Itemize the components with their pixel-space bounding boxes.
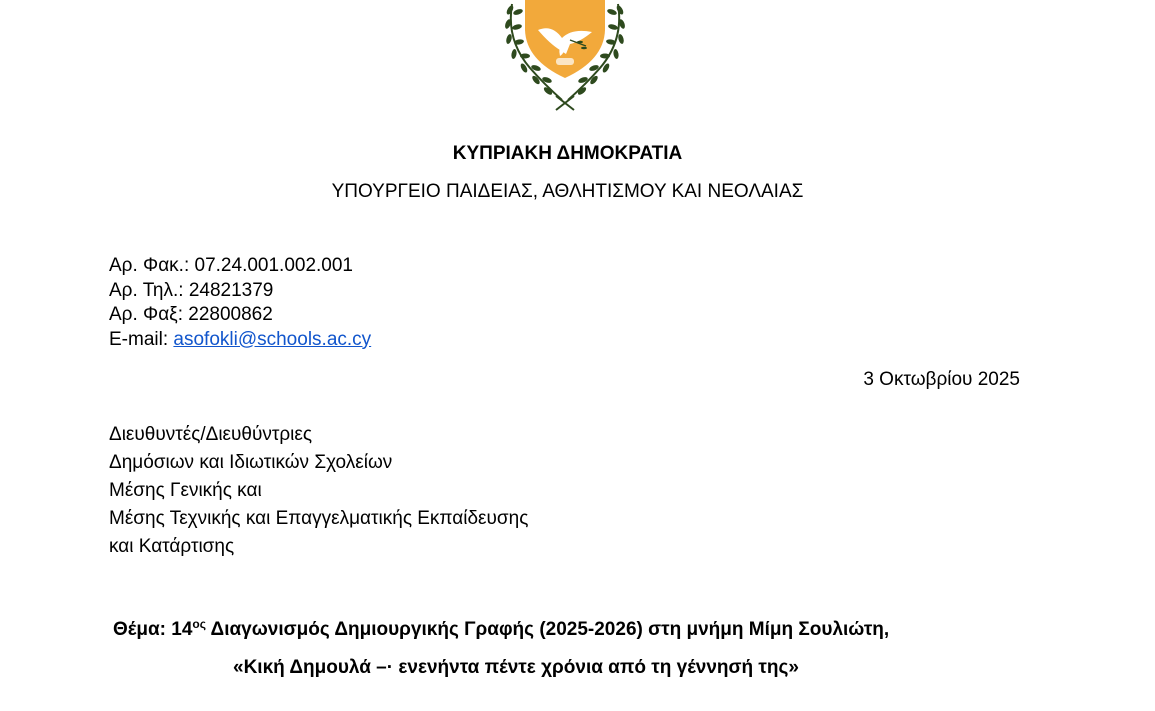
email-link[interactable]: asofokli@schools.ac.cy: [173, 328, 372, 350]
subject-line-2: «Κική Δημουλά –· ενενήντα πέντε χρόνια από τη γέννησή της»: [233, 657, 799, 678]
recipient-line: Διευθυντές/Διευθύντριες: [109, 424, 313, 445]
subject-ordinal-suffix: ος: [192, 617, 206, 631]
contact-block: [109, 254, 371, 352]
recipients-block: [109, 421, 528, 561]
fax-number: Αρ. Φαξ: 22800862: [109, 304, 273, 325]
email-label: E-mail:: [109, 328, 174, 350]
ministry-title: ΥΠΟΥΡΓΕΙΟ ΠΑΙΔΕΙΑΣ, ΑΘΛΗΤΙΣΜΟΥ ΚΑΙ ΝΕΟΛΑΙΑΣ: [331, 181, 804, 202]
subject-line-1: [113, 617, 889, 643]
email-line: [109, 328, 371, 353]
file-number: Αρ. Φακ.: 07.24.001.002.001: [109, 255, 354, 276]
recipient-line: και Κατάρτισης: [109, 536, 235, 557]
coat-of-arms-icon: [500, 0, 630, 112]
subject-prefix: Θέμα: 14: [113, 619, 193, 640]
recipient-line: Μέσης Γενικής και: [109, 480, 262, 501]
coat-of-arms-emblem: [500, 0, 630, 112]
republic-title: ΚΥΠΡΙΑΚΗ ΔΗΜΟΚΡΑΤΙΑ: [452, 143, 683, 164]
letter-date: 3 Οκτωβρίου 2025: [863, 369, 1020, 390]
recipient-line: Μέσης Τεχνικής και Επαγγελματικής Εκπαίδευσης: [109, 508, 529, 529]
subject-title: Διαγωνισμός Δημιουργικής Γραφής (2025-2026) στη μνήμη Μίμη Σουλιώτη,: [205, 619, 890, 640]
phone-number: Αρ. Τηλ.: 24821379: [109, 279, 274, 301]
recipient-line: Δημόσιων και Ιδιωτικών Σχολείων: [109, 452, 393, 473]
